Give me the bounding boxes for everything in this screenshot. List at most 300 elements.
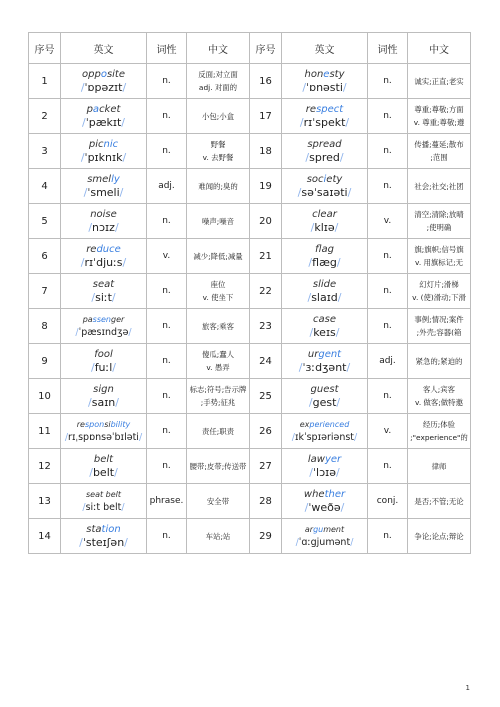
meaning-line: 旗;旗帜;信号旗: [414, 245, 464, 254]
word-highlight: nic: [103, 138, 119, 150]
english-word: [61, 348, 146, 361]
phonetic-slash: /: [82, 501, 86, 513]
meaning-line: ;范围: [430, 153, 448, 162]
phonetic-slash: /: [114, 465, 118, 479]
word-part: re: [76, 419, 85, 429]
chinese-meaning: [187, 484, 250, 519]
english-word: [282, 418, 367, 431]
english-word: [61, 523, 146, 536]
phonetic: [61, 221, 146, 235]
word-index: 3: [29, 134, 61, 169]
phonetic-slash: /: [80, 255, 85, 269]
part-of-speech: n.: [147, 99, 187, 134]
word-highlight: gu: [313, 524, 324, 534]
phonetic: [282, 116, 367, 130]
word-part: fool: [94, 348, 113, 360]
part-of-speech: n.: [147, 309, 187, 344]
meaning-line: 传播;蔓延;散布: [414, 140, 464, 149]
word-cell: [282, 239, 368, 274]
phonetic-slash: /: [309, 465, 313, 479]
meaning-line: 争论;论点;辩论: [414, 531, 464, 541]
word-cell: [282, 449, 368, 484]
phonetic-slash: /: [336, 395, 341, 409]
chinese-meaning: [408, 519, 471, 554]
word-index: 14: [29, 519, 61, 554]
word-part: case: [313, 313, 336, 325]
phonetic-slash: /: [339, 150, 344, 164]
word-part: pa: [82, 314, 93, 324]
word-highlight: e: [323, 68, 330, 80]
chinese-meaning: [187, 239, 250, 274]
word-cell: [61, 274, 147, 309]
phonetic-text: ˈɒpəzɪt: [84, 80, 123, 94]
word-part: ment: [323, 524, 345, 534]
phonetic-slash: /: [335, 465, 340, 479]
word-cell: [282, 379, 368, 414]
part-of-speech: n.: [368, 519, 408, 554]
word-part: smel: [87, 173, 112, 185]
phonetic: [282, 536, 367, 550]
english-word: [61, 453, 146, 466]
table-body: [29, 64, 471, 554]
chinese-meaning: [408, 134, 471, 169]
meaning-line: ;外壳;容器(箱: [416, 328, 462, 337]
word-highlight: a: [92, 103, 100, 115]
english-word: [61, 313, 146, 326]
phonetic: [282, 221, 367, 235]
part-of-speech: phrase.: [147, 484, 187, 519]
word-part: seat: [92, 278, 115, 290]
phonetic: [282, 361, 367, 375]
phonetic-slash: /: [310, 220, 315, 234]
word-part: ger: [111, 314, 125, 324]
word-cell: [282, 169, 368, 204]
part-of-speech: n.: [147, 414, 187, 449]
phonetic-text: ˈsteɪʃən: [82, 535, 125, 549]
word-index: 7: [29, 274, 61, 309]
meaning-line: 野餐: [210, 140, 226, 149]
word-index: 9: [29, 344, 61, 379]
word-index: 22: [250, 274, 282, 309]
word-index: 16: [250, 64, 282, 99]
phonetic-slash: /: [342, 80, 347, 94]
word-highlight: ly: [111, 173, 120, 185]
phonetic-text: ˈɒnəsti: [306, 80, 343, 94]
part-of-speech: n.: [147, 274, 187, 309]
meaning-line: v. 去野餐: [202, 153, 234, 162]
english-word: [61, 278, 146, 291]
word-highlight: tion: [101, 523, 121, 535]
phonetic: [282, 396, 367, 410]
phonetic-text: spred: [309, 150, 340, 164]
word-part: ur: [307, 348, 319, 360]
meaning-line: 事例;情况;案件: [414, 315, 464, 324]
phonetic-slash: /: [119, 185, 124, 199]
phonetic-text: ˈɑːgjumənt: [298, 536, 351, 548]
english-word: [61, 138, 146, 151]
part-of-speech: v.: [147, 239, 187, 274]
chinese-meaning: [408, 344, 471, 379]
phonetic-slash: /: [138, 431, 143, 443]
meaning-line: 小包;小盒: [201, 111, 235, 121]
phonetic-slash: /: [298, 360, 303, 374]
meaning-line: 客人;宾客: [422, 385, 456, 394]
part-of-speech: n.: [368, 239, 408, 274]
part-of-speech: n.: [147, 204, 187, 239]
english-word: [282, 243, 367, 256]
word-cell: [61, 519, 147, 554]
chinese-meaning: [187, 379, 250, 414]
word-index: 24: [250, 344, 282, 379]
word-part: re: [86, 243, 97, 255]
word-part: ety: [326, 173, 343, 185]
phonetic-text: nɔɪz: [92, 220, 115, 234]
word-index: 29: [250, 519, 282, 554]
chinese-meaning: [408, 449, 471, 484]
phonetic-text: gest: [312, 395, 337, 409]
phonetic: [61, 501, 146, 515]
phonetic: [282, 431, 367, 445]
part-of-speech: n.: [147, 379, 187, 414]
word-index: 4: [29, 169, 61, 204]
phonetic-slash: /: [297, 185, 302, 199]
english-word: [282, 208, 367, 221]
meaning-line: 座位: [210, 280, 226, 289]
meaning-line: v. 尊重;尊敬;遵: [413, 118, 465, 127]
table-row: [29, 64, 471, 99]
meaning-line: 是否;不管;无论: [414, 496, 464, 506]
meaning-line: 经历;体验: [422, 420, 456, 429]
phonetic-slash: /: [91, 290, 96, 304]
phonetic-slash: /: [335, 325, 340, 339]
header-chinese-right: 中文: [408, 33, 471, 64]
phonetic-slash: /: [79, 535, 83, 549]
phonetic-slash: /: [122, 80, 127, 94]
meaning-line: 噪声;噪音: [201, 216, 235, 226]
part-of-speech: n.: [368, 169, 408, 204]
table-row: [29, 99, 471, 134]
phonetic: [282, 256, 367, 270]
english-word: [61, 243, 146, 256]
phonetic-slash: /: [64, 431, 69, 443]
phonetic-text: ˈpækɪt: [85, 115, 122, 129]
word-cell: [282, 344, 368, 379]
phonetic-text: slaɪd: [311, 290, 338, 304]
phonetic: [61, 326, 146, 340]
phonetic: [282, 151, 367, 165]
word-part: hon: [304, 68, 324, 80]
phonetic-slash: /: [81, 115, 86, 129]
word-highlight: gent: [318, 348, 342, 360]
english-word: [282, 173, 367, 186]
part-of-speech: n.: [368, 379, 408, 414]
table-row: [29, 204, 471, 239]
chinese-meaning: [408, 309, 471, 344]
phonetic-slash: /: [308, 255, 313, 269]
phonetic: [61, 256, 146, 270]
table-row: [29, 379, 471, 414]
part-of-speech: n.: [368, 134, 408, 169]
meaning-line: 社会;社交;社团: [414, 181, 464, 191]
chinese-meaning: [408, 169, 471, 204]
word-index: 8: [29, 309, 61, 344]
chinese-meaning: [187, 414, 250, 449]
header-pos-left: 词性: [147, 33, 187, 64]
phonetic-text: ˈɜːdʒənt: [302, 360, 347, 374]
phonetic: [282, 466, 367, 480]
phonetic-slash: /: [128, 326, 132, 338]
meaning-line: ;使明确: [426, 223, 452, 232]
chinese-meaning: [187, 274, 250, 309]
part-of-speech: conj.: [368, 484, 408, 519]
word-part: guest: [310, 383, 339, 395]
header-chinese-left: 中文: [187, 33, 250, 64]
phonetic-slash: /: [112, 360, 117, 374]
word-cell: [61, 204, 147, 239]
phonetic: [61, 466, 146, 480]
meaning-line: v. 愚弄: [206, 363, 230, 372]
word-cell: [61, 99, 147, 134]
phonetic-slash: /: [75, 326, 79, 338]
phonetic-slash: /: [122, 255, 127, 269]
word-part: law: [307, 453, 325, 465]
part-of-speech: n.: [368, 64, 408, 99]
part-of-speech: v.: [368, 414, 408, 449]
phonetic: [282, 186, 367, 200]
chinese-meaning: [408, 274, 471, 309]
chinese-meaning: [408, 99, 471, 134]
header-index-right: 序号: [250, 33, 282, 64]
phonetic: [61, 291, 146, 305]
meaning-line: v. 使坐下: [202, 293, 234, 302]
english-word: [282, 383, 367, 396]
english-word: [282, 488, 367, 501]
chinese-meaning: [408, 414, 471, 449]
word-part: belt: [93, 453, 114, 465]
word-cell: [282, 519, 368, 554]
phonetic-text: səˈsaɪəti: [301, 185, 348, 199]
word-index: 23: [250, 309, 282, 344]
phonetic-text: fuːl: [94, 360, 113, 374]
word-cell: [61, 379, 147, 414]
chinese-meaning: [187, 449, 250, 484]
meaning-line: v. 用旗标记;无: [415, 258, 463, 267]
english-word: [282, 453, 367, 466]
word-part: cket: [99, 103, 121, 115]
chinese-meaning: [187, 204, 250, 239]
word-part: ar: [304, 524, 314, 534]
phonetic-slash: /: [350, 536, 354, 548]
word-cell: [61, 449, 147, 484]
meaning-line: 律师: [431, 461, 447, 471]
phonetic-text: rɪˈdjuːs: [84, 255, 123, 269]
word-cell: [61, 64, 147, 99]
phonetic-text: rɪˈspekt: [303, 115, 346, 129]
phonetic-slash: /: [89, 465, 93, 479]
word-part: site: [106, 68, 125, 80]
word-part: noise: [90, 208, 117, 220]
word-highlight: ssen: [92, 314, 111, 324]
phonetic-slash: /: [336, 255, 341, 269]
phonetic-text: flæg: [312, 255, 337, 269]
word-index: 28: [250, 484, 282, 519]
part-of-speech: adj.: [147, 169, 187, 204]
word-index: 18: [250, 134, 282, 169]
meaning-line: 车站;站: [205, 531, 231, 541]
word-cell: [282, 274, 368, 309]
phonetic-slash: /: [334, 220, 339, 234]
meaning-line: 反面;对立面: [198, 70, 238, 79]
meaning-line: 减少;降低;减量: [193, 251, 243, 261]
phonetic-slash: /: [347, 185, 352, 199]
phonetic-slash: /: [90, 360, 95, 374]
phonetic-text: belt: [92, 465, 115, 479]
chinese-meaning: [187, 344, 250, 379]
table-row: [29, 484, 471, 519]
word-index: 5: [29, 204, 61, 239]
meaning-line: 傻瓜;蠢人: [201, 350, 235, 359]
part-of-speech: n.: [368, 274, 408, 309]
header-english-right: 英文: [282, 33, 368, 64]
phonetic-slash: /: [345, 115, 350, 129]
chinese-meaning: [187, 64, 250, 99]
english-word: [282, 278, 367, 291]
word-cell: [61, 134, 147, 169]
phonetic-slash: /: [122, 150, 127, 164]
english-word: [61, 418, 146, 431]
phonetic-slash: /: [121, 501, 125, 513]
table-row: [29, 274, 471, 309]
meaning-line: 难闻的;臭的: [198, 181, 238, 191]
word-part: p: [86, 103, 93, 115]
meaning-line: 旅客;乘客: [201, 321, 235, 331]
word-cell: [61, 309, 147, 344]
meaning-line: 责任;职责: [201, 426, 235, 436]
phonetic-slash: /: [88, 395, 92, 409]
word-index: 1: [29, 64, 61, 99]
word-part: ex: [299, 419, 310, 429]
meaning-line: adj. 对面的: [198, 83, 238, 92]
chinese-meaning: [187, 134, 250, 169]
phonetic: [282, 501, 367, 515]
part-of-speech: n.: [368, 99, 408, 134]
table-row: [29, 344, 471, 379]
word-cell: [282, 64, 368, 99]
phonetic-slash: /: [308, 395, 313, 409]
word-highlight: perienced: [309, 419, 350, 429]
part-of-speech: n.: [147, 64, 187, 99]
word-index: 2: [29, 99, 61, 134]
vocabulary-table: [28, 32, 471, 554]
phonetic-slash: /: [354, 431, 358, 443]
phonetic-slash: /: [115, 395, 119, 409]
word-highlight: ther: [324, 488, 346, 500]
word-cell: [282, 484, 368, 519]
table-header-row: [29, 33, 471, 64]
phonetic-text: keɪs: [313, 325, 336, 339]
phonetic: [282, 326, 367, 340]
english-word: [61, 488, 146, 501]
vocabulary-sheet: [28, 32, 470, 554]
header-english-left: 英文: [61, 33, 147, 64]
part-of-speech: n.: [368, 309, 408, 344]
phonetic-slash: /: [299, 115, 304, 129]
phonetic-slash: /: [291, 431, 295, 443]
meaning-line: ;手势;征兆: [200, 398, 236, 407]
word-highlight: spect: [316, 103, 344, 115]
english-word: [61, 383, 146, 396]
phonetic-text: ˈsmeli: [87, 185, 120, 199]
english-word: [282, 313, 367, 326]
word-index: 19: [250, 169, 282, 204]
phonetic-slash: /: [80, 80, 85, 94]
chinese-meaning: [187, 519, 250, 554]
phonetic: [61, 431, 146, 445]
word-index: 11: [29, 414, 61, 449]
part-of-speech: n.: [368, 449, 408, 484]
phonetic-slash: /: [114, 220, 119, 234]
word-cell: [61, 239, 147, 274]
phonetic-slash: /: [88, 220, 93, 234]
phonetic-slash: /: [121, 115, 125, 129]
word-cell: [282, 414, 368, 449]
phonetic: [61, 361, 146, 375]
page-number: 1: [465, 684, 470, 692]
word-index: 26: [250, 414, 282, 449]
word-part: soc: [306, 173, 324, 185]
english-word: [282, 68, 367, 81]
word-index: 25: [250, 379, 282, 414]
meaning-line: 幻灯片;滑梯: [419, 280, 459, 289]
phonetic: [282, 81, 367, 95]
meaning-line: 清空;清除;放晴: [414, 210, 464, 219]
meaning-line: 诚实;正直;老实: [414, 76, 464, 86]
phonetic-text: ˈpɪknɪk: [84, 150, 123, 164]
word-cell: [282, 204, 368, 239]
phonetic-slash: /: [124, 535, 128, 549]
phonetic-slash: /: [307, 290, 312, 304]
part-of-speech: v.: [368, 204, 408, 239]
table-row: [29, 169, 471, 204]
phonetic-slash: /: [80, 150, 85, 164]
word-index: 17: [250, 99, 282, 134]
phonetic-slash: /: [302, 80, 307, 94]
phonetic-slash: /: [309, 325, 314, 339]
word-cell: [61, 484, 147, 519]
word-cell: [282, 309, 368, 344]
word-part: si: [104, 419, 111, 429]
word-part: flag: [315, 243, 334, 255]
word-part: whe: [303, 488, 325, 500]
phonetic-slash: /: [111, 290, 116, 304]
header-index-left: 序号: [29, 33, 61, 64]
phonetic-text: ˈlɔɪə: [313, 465, 336, 479]
meaning-line: v. (使)滑动;下滑: [412, 293, 466, 302]
word-index: 12: [29, 449, 61, 484]
word-part: re: [305, 103, 317, 115]
word-cell: [61, 344, 147, 379]
table-row: [29, 239, 471, 274]
phonetic: [61, 396, 146, 410]
word-index: 21: [250, 239, 282, 274]
word-highlight: duce: [96, 243, 121, 255]
word-part: opp: [81, 68, 101, 80]
phonetic: [61, 116, 146, 130]
word-part: seat belt: [85, 489, 122, 499]
chinese-meaning: [187, 169, 250, 204]
phonetic: [61, 81, 146, 95]
meaning-line: 安全带: [206, 496, 230, 506]
